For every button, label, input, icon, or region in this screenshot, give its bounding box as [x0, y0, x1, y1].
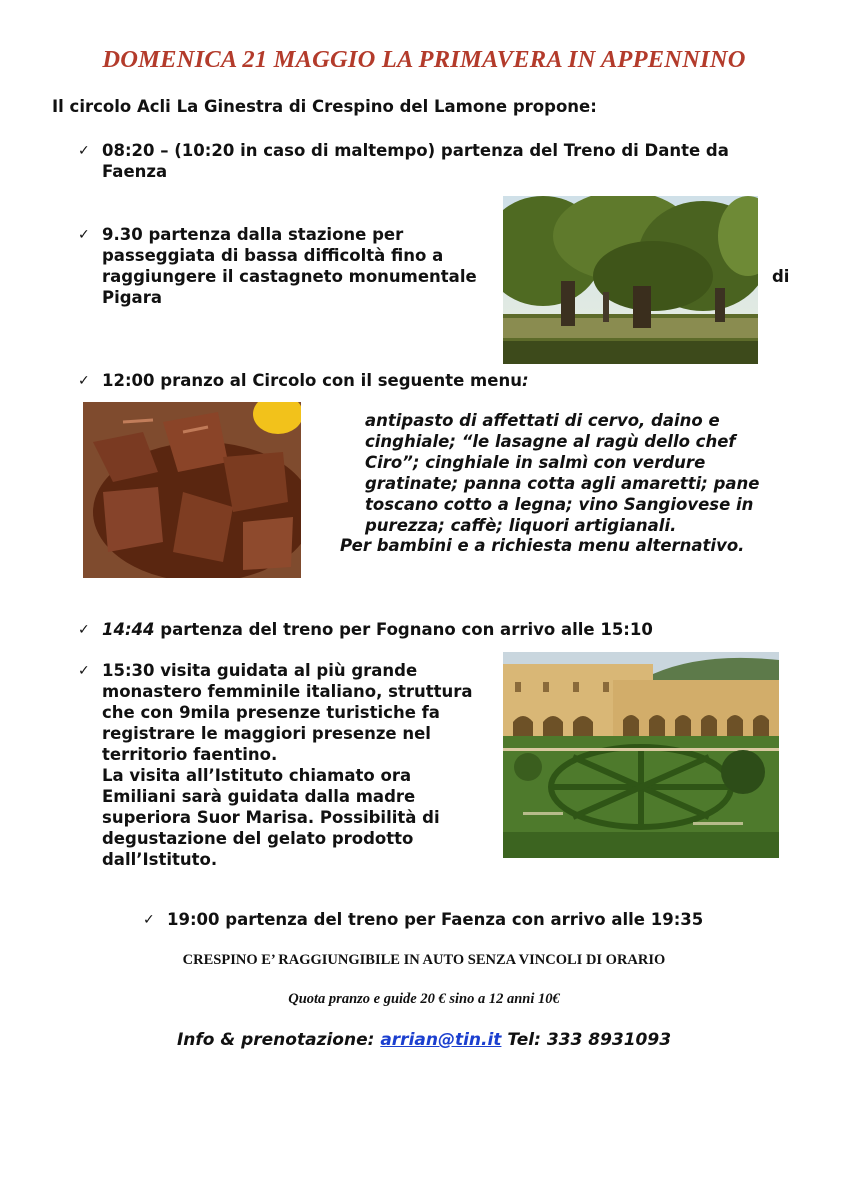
notice-text: CRESPINO E’ RAGGIUNGIBILE IN AUTO SENZA VINCOLI DI ORARIO: [182, 952, 666, 968]
item-line: dall’Istituto.: [102, 850, 218, 869]
schedule-item-1530: [78, 660, 498, 872]
phone-text: Tel: 333 8931093: [501, 1030, 672, 1050]
monastery-cloister-photo: [503, 652, 779, 858]
schedule-item-0930: [78, 224, 498, 314]
item-line: che con 9mila presenze turistiche fa: [102, 703, 440, 722]
chestnut-grove-photo: [503, 196, 758, 364]
item-line: raggiungere il castagneto monumentale: [102, 267, 477, 286]
item-line: superiora Suor Marisa. Possibilità di: [102, 808, 440, 827]
menu-alternative: Per bambini e a richiesta menu alternativo.: [340, 536, 745, 555]
check-icon: ✓: [78, 622, 90, 638]
check-icon: ✓: [78, 373, 90, 389]
email-link[interactable]: arrian@tin.it: [380, 1030, 502, 1050]
item-line: 12:00 pranzo al Circolo con il seguente menu: [102, 371, 522, 390]
check-icon: ✓: [78, 227, 90, 243]
check-icon: ✓: [143, 912, 155, 928]
item-line: partenza del treno per Fognano con arrivo alle 15:10: [154, 620, 653, 639]
info-contact: [0, 1030, 848, 1050]
menu-line: toscano cotto a legna; vino Sangiovese in: [365, 495, 754, 514]
info-label: Info & prenotazione:: [176, 1030, 381, 1050]
item-line: 08:20 – (10:20 in caso di maltempo) partenza del Treno di Dante da: [102, 141, 729, 160]
menu-line: cinghiale; “le lasagne al ragù dello chef: [365, 432, 736, 451]
item-line: 19:00 partenza del treno per Faenza con arrivo alle 19:35: [167, 910, 704, 929]
check-icon: ✓: [78, 663, 90, 679]
schedule-item-1200: [78, 370, 678, 392]
item-line: Emiliani sarà guidata dalla madre: [102, 787, 416, 806]
item-line: Pigara: [102, 288, 162, 307]
item-line: registrare le maggiori presenze nel: [102, 724, 431, 743]
item-line: 9.30 partenza dalla stazione per: [102, 225, 404, 244]
menu-line: purezza; caffè; liquori artigianali.: [365, 516, 677, 535]
check-icon: ✓: [78, 143, 90, 159]
price-text: Quota pranzo e guide 20 € sino a 12 anni 10€: [288, 991, 560, 1007]
menu-description: [365, 410, 795, 536]
page-title: DOMENICA 21 MAGGIO LA PRIMAVERA IN APPENNINO: [102, 46, 746, 73]
menu-line: antipasto di affettati di cervo, daino e: [365, 411, 720, 430]
item-line: 15:30 visita guidata al più grande: [102, 661, 418, 680]
item-line: monastero femminile italiano, struttura: [102, 682, 473, 701]
item-line: passeggiata di bassa difficoltà fino a: [102, 246, 444, 265]
item-line: territorio faentino.: [102, 745, 278, 764]
schedule-item-0820: [78, 140, 798, 184]
item-line: La visita all’Istituto chiamato ora: [102, 766, 412, 785]
schedule-item-1900: [143, 909, 803, 931]
item-time: 14:44: [102, 620, 155, 639]
intro-text: Il circolo Acli La Ginestra di Crespino del Lamone propone:: [52, 97, 597, 116]
item-line-colon: :: [521, 371, 529, 390]
item-line: Faenza: [102, 162, 168, 181]
item-line-tail: di: [772, 267, 790, 286]
food-photo: [83, 402, 301, 578]
menu-line: gratinate; panna cotta agli amaretti; pane: [365, 474, 760, 493]
schedule-item-1444: [78, 619, 798, 641]
menu-line: Ciro”; cinghiale in salmì con verdure: [365, 453, 706, 472]
item-line: degustazione del gelato prodotto: [102, 829, 414, 848]
